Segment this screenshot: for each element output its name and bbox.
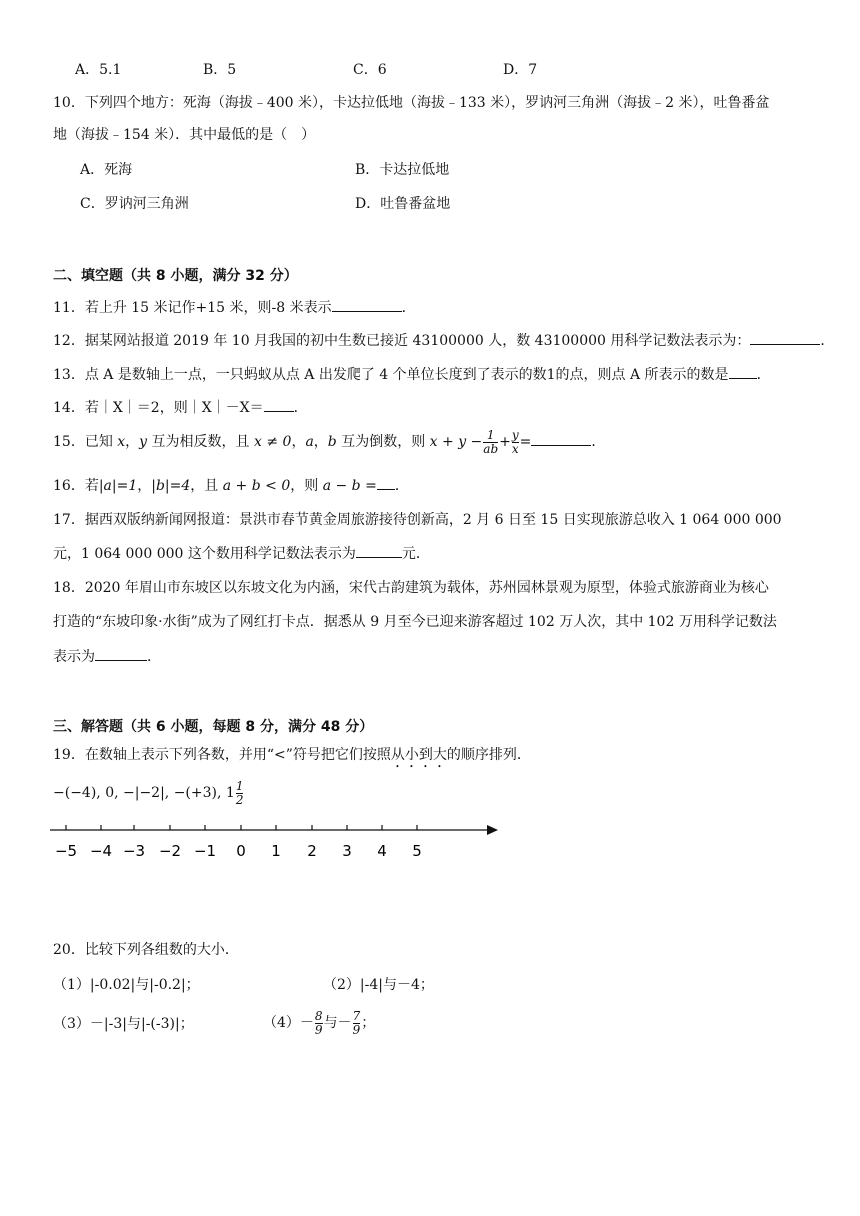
denominator: 2 <box>235 792 244 807</box>
q19-text: 的顺序排列． <box>446 747 531 763</box>
q15-sep: ， <box>125 434 140 450</box>
q13 <box>53 364 771 385</box>
q20-part-2: （2）|-4|与－4； <box>323 977 434 993</box>
answer-blank <box>356 543 402 558</box>
q16-text: ，则 <box>290 478 323 494</box>
answer-blank <box>332 297 402 312</box>
q10-line2: 地（海拔﹣154 米）．其中最低的是（ ） <box>53 127 316 143</box>
var-b: b <box>327 434 337 450</box>
q15-condition: x ≠ 0 <box>254 434 292 450</box>
plus-sign: + <box>499 434 511 450</box>
section-title-solutions: 三、解答题（共 6 小题，每题 8 分，满分 48 分） <box>53 719 374 735</box>
q10-option-c: C．罗讷河三角洲 <box>80 196 189 212</box>
q19 <box>53 745 531 771</box>
q17-text: 元，1 064 000 000 这个数用科学记数法表示为 <box>53 546 356 562</box>
q14-end: ． <box>293 400 308 416</box>
q18-line2: 打造的“东坡印象·水街”成为了网红打卡点．据悉从 9 月至今已迎来游客超过 102 万人次，其中 102 万用科学记数法 <box>53 614 777 630</box>
q9-option-b: B．5 <box>203 62 237 78</box>
q16-cond-2: |b|=4 <box>151 478 191 494</box>
q11 <box>53 297 416 318</box>
emphasis-text: 从小到大 <box>390 747 447 763</box>
q13-text: 13．点 A 是数轴上一点，一只蚂蚁从点 A 出发爬了 4 个单位长度到了表示的数1的点，则点 A 所表示的数是 <box>53 367 729 383</box>
denominator: 9 <box>352 1022 361 1037</box>
tick-label: 2 <box>307 842 317 860</box>
q15-text: 互为倒数，则 <box>336 434 430 450</box>
q18-end: ． <box>147 649 161 665</box>
tick-label: −5 <box>54 842 78 860</box>
equals-sign: = <box>519 434 532 450</box>
q19-numbers <box>53 778 244 808</box>
numerator: 7 <box>352 1008 361 1023</box>
q17-line1: 17．据西双版纳新闻网报道：景洪市春节黄金周旅游接待创新高，2 月 6 日至 15 日实现旅游总收入 1 064 000 000 <box>53 512 782 528</box>
fraction-7-over-9 <box>353 1010 361 1037</box>
q10-line1: 10．下列四个地方：死海（海拔﹣400 米），卡达拉低地（海拔﹣133 米），罗讷河三角洲（海拔﹣2 米），吐鲁番盆 <box>53 95 770 111</box>
q10-option-d: D．吐鲁番盆地 <box>355 196 451 212</box>
q15-pre: 15．已知 <box>53 434 118 450</box>
q14-text: 14．若｜X｜＝2，则｜X｜－X＝ <box>53 400 264 416</box>
q20-part-4 <box>263 1008 375 1038</box>
q9-option-d: D．7 <box>503 62 538 78</box>
q11-text: 11．若上升 15 米记作+15 米，则-8 米表示 <box>53 300 332 316</box>
tick-label: 3 <box>342 842 352 860</box>
tick-label: 0 <box>236 842 246 860</box>
q16-cond-3: a + b < 0 <box>222 478 291 494</box>
answer-blank <box>95 646 147 661</box>
fraction-1-over-ab <box>483 429 498 456</box>
q20-title: 20．比较下列各组数的大小． <box>53 942 239 958</box>
q16-end: ． <box>394 478 409 494</box>
q18-line3 <box>53 646 161 667</box>
var-a: a <box>305 434 314 450</box>
q16-sep: ， <box>137 478 152 494</box>
q16-text: ，且 <box>190 478 223 494</box>
q12-end: ． <box>820 333 835 349</box>
q16-expr: a − b = <box>322 478 377 494</box>
denominator: 9 <box>314 1022 323 1037</box>
denominator: ab <box>483 441 499 456</box>
answer-blank <box>531 431 591 446</box>
q20-part-4-text: （4）－ <box>263 1015 314 1031</box>
section-title-fill-in: 二、填空题（共 8 小题，满分 32 分） <box>53 268 298 284</box>
number-line <box>50 818 500 862</box>
tick-label: 1 <box>271 842 281 860</box>
q16 <box>53 475 409 496</box>
numerator: 1 <box>235 778 244 793</box>
q20-part-1: （1）|-0.02|与|-0.2|； <box>53 977 200 993</box>
fraction-y-over-x <box>512 429 519 456</box>
q15-end: ． <box>591 434 606 450</box>
answer-blank <box>264 397 294 412</box>
q14 <box>53 397 308 418</box>
tick-label: −3 <box>122 842 146 860</box>
numerator: y <box>511 427 519 442</box>
tick-label: 5 <box>412 842 422 860</box>
answer-blank <box>750 330 820 345</box>
q11-end: ． <box>401 300 416 316</box>
q17-line2 <box>53 543 430 564</box>
q15-sep: ， <box>313 434 328 450</box>
q15-sep: ， <box>291 434 306 450</box>
q10-option-b: B．卡达拉低地 <box>355 162 450 178</box>
q15-text: 互为相反数，且 <box>147 434 254 450</box>
tick-label: 4 <box>377 842 387 860</box>
q9-option-a: A．5.1 <box>75 62 122 78</box>
q20-part-3: （3）－|-3|与|-(-3)|； <box>53 1016 194 1032</box>
q15 <box>53 428 605 456</box>
number-list: −(−4), 0, −|−2|, −(+3), 1 <box>53 785 235 801</box>
q20-part-4-text: 与－ <box>323 1015 352 1031</box>
q13-end: ． <box>756 367 771 383</box>
q15-expr: x + y − <box>429 434 483 450</box>
fraction-1-over-2 <box>236 780 244 807</box>
numerator: 1 <box>486 427 495 442</box>
q20-part-4-end: ； <box>361 1015 376 1031</box>
fraction-8-over-9 <box>315 1010 323 1037</box>
q12-text: 12．据某网站报道 2019 年 10 月我国的初中生数已接近 43100000 人，数 43100000 用科学记数法表示为： <box>53 333 751 349</box>
tick-label: −4 <box>89 842 113 860</box>
q17-end: 元． <box>401 546 430 562</box>
q18-line1: 18．2020 年眉山市东坡区以东坡文化为内涵，宋代古韵建筑为载体，苏州园林景观为原型，体验式旅游商业为核心 <box>53 580 769 596</box>
tick-label: −1 <box>193 842 217 860</box>
q16-cond-1: |a|=1 <box>98 478 138 494</box>
tick-label: −2 <box>158 842 182 860</box>
q12 <box>53 330 834 351</box>
q16-pre: 16．若 <box>53 478 99 494</box>
answer-blank <box>729 364 757 379</box>
answer-blank <box>377 475 395 490</box>
var-x: x <box>117 434 126 450</box>
q18-text: 表示为 <box>53 649 95 665</box>
denominator: x <box>511 441 519 456</box>
q9-option-c: C．6 <box>353 62 387 78</box>
arrow-head-icon <box>487 825 498 835</box>
q19-text: 19．在数轴上表示下列各数，并用“<”符号把它们按照 <box>53 747 391 763</box>
numerator: 8 <box>314 1008 323 1023</box>
var-y: y <box>139 434 148 450</box>
q10-option-a: A．死海 <box>80 162 133 178</box>
